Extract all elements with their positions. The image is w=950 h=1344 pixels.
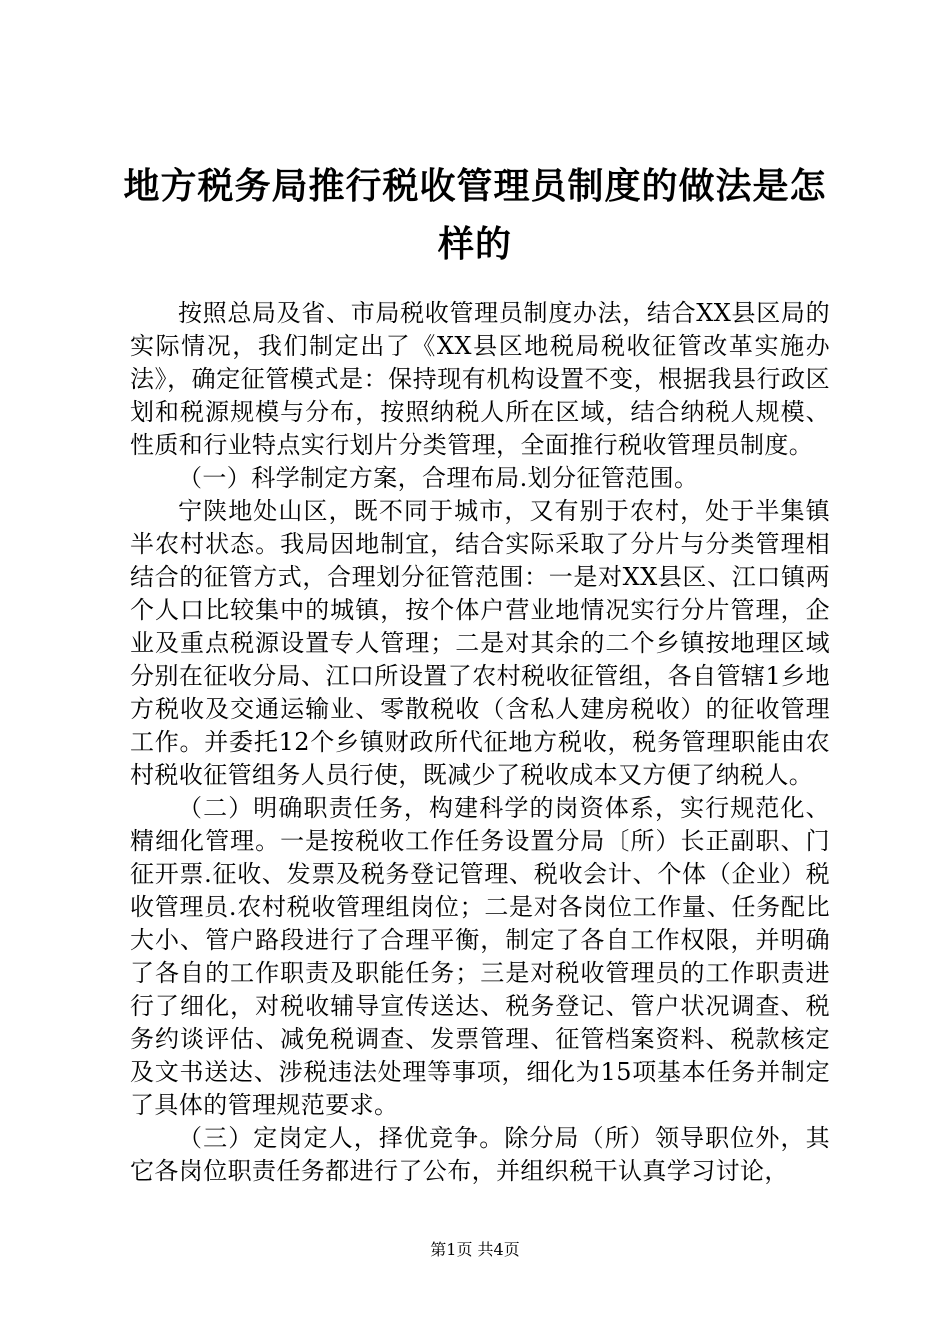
paragraph-section-3: （三）定岗定人，择优竞争。除分局（所）领导职位外，其它各岗位职责任务都进行了公布，并组织税干认真学习讨论，: [130, 1124, 830, 1185]
paragraph-section-2: （二）明确职责任务，构建科学的岗资体系，实行规范化、精细化管理。一是按税收工作任务设置分局〔所）长正副职、门征开票.征收、发票及税务登记管理、税收会计、个体（企业）税收管理员.农村税收管理组岗位；二是对各岗位工作量、任务配比大小、管户路段进行了合理平衡，制定了各自工作权限，并明确了各自的工作职责及职能任务；三是对税收管理员的工作职责进行了细化，对税收辅导宣传送达、税务登记、管户状况调查、税务约谈评估、减免税调查、发票管理、征管档案资料、税款核定及文书送达、涉税违法处理等事项，细化为15项基本任务并制定了具体的管理规范要求。: [130, 794, 830, 1119]
document-title: 地方税务局推行税收管理员制度的做法是怎样的: [123, 166, 827, 265]
document-body: [130, 297, 830, 1188]
paragraph-intro: 按照总局及省、市局税收管理员制度办法，结合XX县区局的实际情况，我们制定出了《XX县区地税局税收征管改革实施办法》，确定征管模式是：保持现有机构设置不变，根据我县行政区划和税源规模与分布，按照纳税人所在区域，结合纳税人规模、性质和行业特点实行划片分类管理，全面推行税收管理员制度。: [130, 299, 830, 459]
paragraph-section-1-body: 宁陕地处山区，既不同于城市，又有别于农村，处于半集镇半农村状态。我局因地制宜，结合实际采取了分片与分类管理相结合的征管方式，合理划分征管范围：一是对XX县区、江口镇两个人口比较集中的城镇，按个体户营业地情况实行分片管理，企业及重点税源设置专人管理；二是对其余的二个乡镇按地理区域分别在征收分局、江口所设置了农村税收征管组，各自管辖1乡地方税收及交通运输业、零散税收（含私人建房税收）的征收管理工作。并委托12个乡镇财政所代征地方税收，税务管理职能由农村税收征管组务人员行使，既减少了税收成本又方便了纳税人。: [130, 497, 830, 789]
page-footer: 第1页 共4页: [430, 1240, 520, 1259]
paragraph-section-1-heading: （一）科学制定方案，合理布局.划分征管范围。: [178, 464, 699, 492]
